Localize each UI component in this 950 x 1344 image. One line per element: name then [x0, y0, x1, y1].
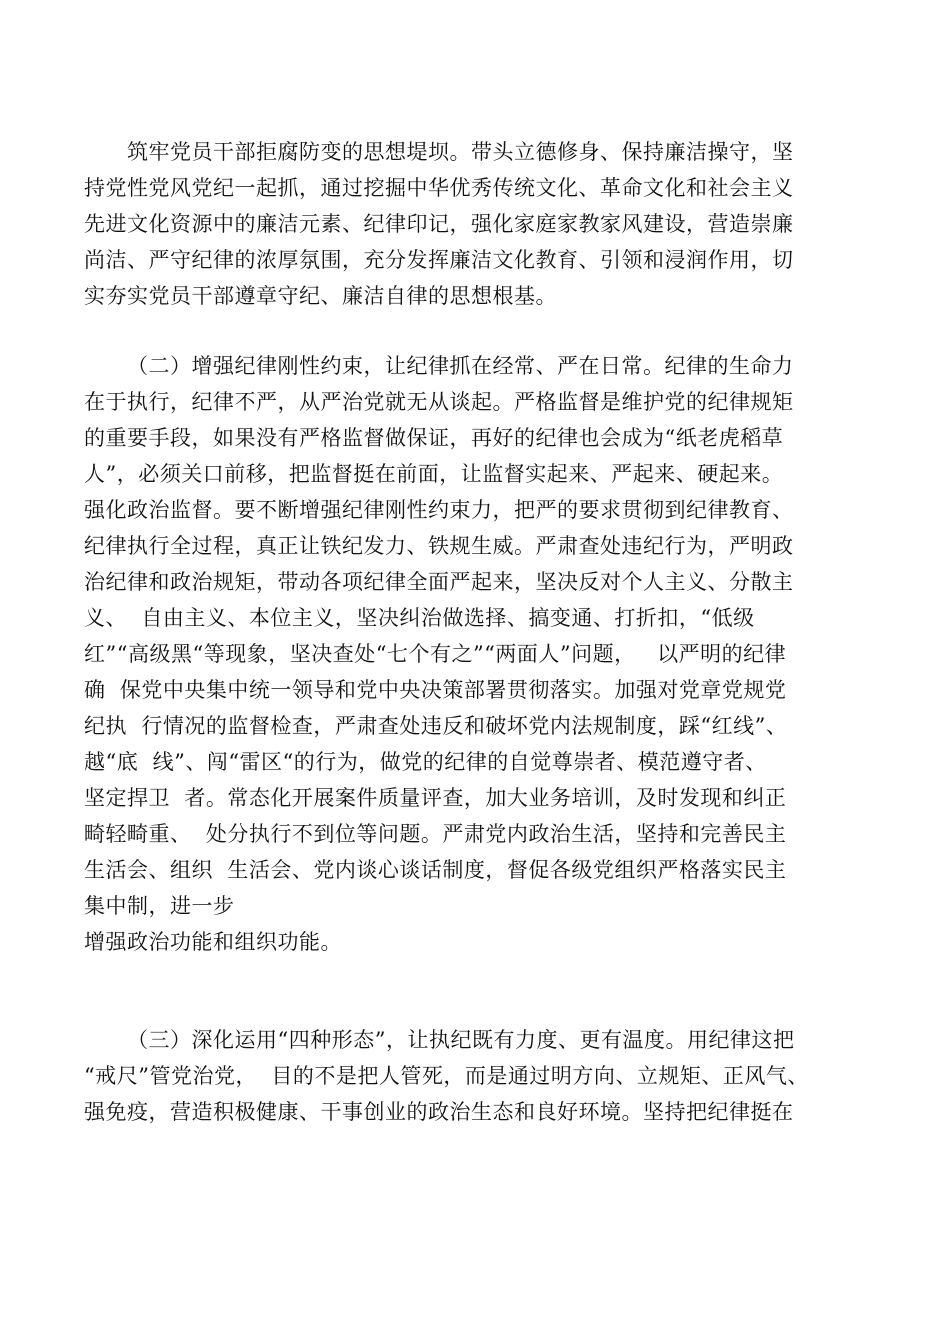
- text-line: 纪律执行全过程，真正让铁纪发力、铁规生威。严肃查处违纪行为，严明政: [84, 534, 794, 558]
- text-line: 在于执行，纪律不严，从严治党就无从谈起。严格监督是维护党的纪律规矩: [84, 390, 794, 414]
- text-line: 生活会、组织 生活会、党内谈心谈话制度，督促各级党组织严格落实民主: [84, 858, 787, 882]
- text-line: 实夯实党员干部遵章守纪、廉洁自律的思想根基。: [84, 284, 557, 308]
- text-line: “戒尺”管党治党， 目的不是把人管死，而是通过明方向、立规矩、正风气、: [84, 1064, 809, 1088]
- text-line: 红”“高级黑“等现象，坚决查处“七个有之”“两面人”问题， 以严明的纪律: [84, 642, 787, 666]
- text-line: 尚洁、严守纪律的浓厚氛围，充分发挥廉洁文化教育、引领和浸润作用，切: [84, 248, 794, 272]
- text-line: 筑牢党员干部拒腐防变的思想堤坝。带头立德修身、保持廉洁操守，坚: [84, 140, 794, 164]
- text-line: （三）深化运用“四种形态”，让执纪既有力度、更有温度。用纪律这把: [84, 1028, 795, 1052]
- text-line: 人”，必须关口前移，把监督挺在前面，让监督实起来、严起来、硬起来。: [84, 462, 784, 486]
- paragraph-1: [84, 134, 884, 314]
- text-line: 治纪律和政治规矩，带动各项纪律全面严起来，坚决反对个人主义、分散主: [84, 570, 794, 594]
- paragraph-3: [84, 1022, 884, 1130]
- text-line: （二）增强纪律刚性约束，让纪律抓在经常、严在日常。纪律的生命力: [84, 354, 794, 378]
- text-line: 的重要手段，如果没有严格监督做保证，再好的纪律也会成为“纸老虎稻草: [84, 426, 784, 450]
- text-line: 先进文化资源中的廉洁元素、纪律印记，强化家庭家教家风建设，营造崇廉: [84, 212, 794, 236]
- text-line: 确 保党中央集中统一领导和党中央决策部署贯彻落实。加强对党章党规党: [84, 678, 787, 702]
- paragraph-2: [84, 348, 884, 960]
- text-line: 义、 自由主义、本位主义，坚决纠治做选择、搞变通、打折扣，“低级: [84, 606, 755, 630]
- text-line: 持党性党风党纪一起抓，通过挖掘中华优秀传统文化、革命文化和社会主义: [84, 176, 794, 200]
- text-line: 坚定捍卫 者。常态化开展案件质量评查，加大业务培训，及时发现和纠正: [84, 786, 787, 810]
- text-line: 纪执 行情况的监督检查，严肃查处违反和破坏党内法规制度，踩“红线”、: [84, 714, 788, 738]
- text-line: 强免疫，营造积极健康、干事创业的政治生态和良好环境。坚持把纪律挺在: [84, 1100, 794, 1124]
- text-line: 增强政治功能和组织功能。: [84, 930, 342, 954]
- text-line: 集中制，进一步: [84, 894, 235, 918]
- text-line: 强化政治监督。要不断增强纪律刚性约束力，把严的要求贯彻到纪律教育、: [84, 498, 794, 522]
- text-line: 越“底 线”、闯“雷区“的行为，做党的纪律的自觉尊崇者、模范遵守者、: [84, 750, 767, 774]
- text-line: 畸轻畸重、 处分执行不到位等问题。严肃党内政治生活，坚持和完善民主: [84, 822, 787, 846]
